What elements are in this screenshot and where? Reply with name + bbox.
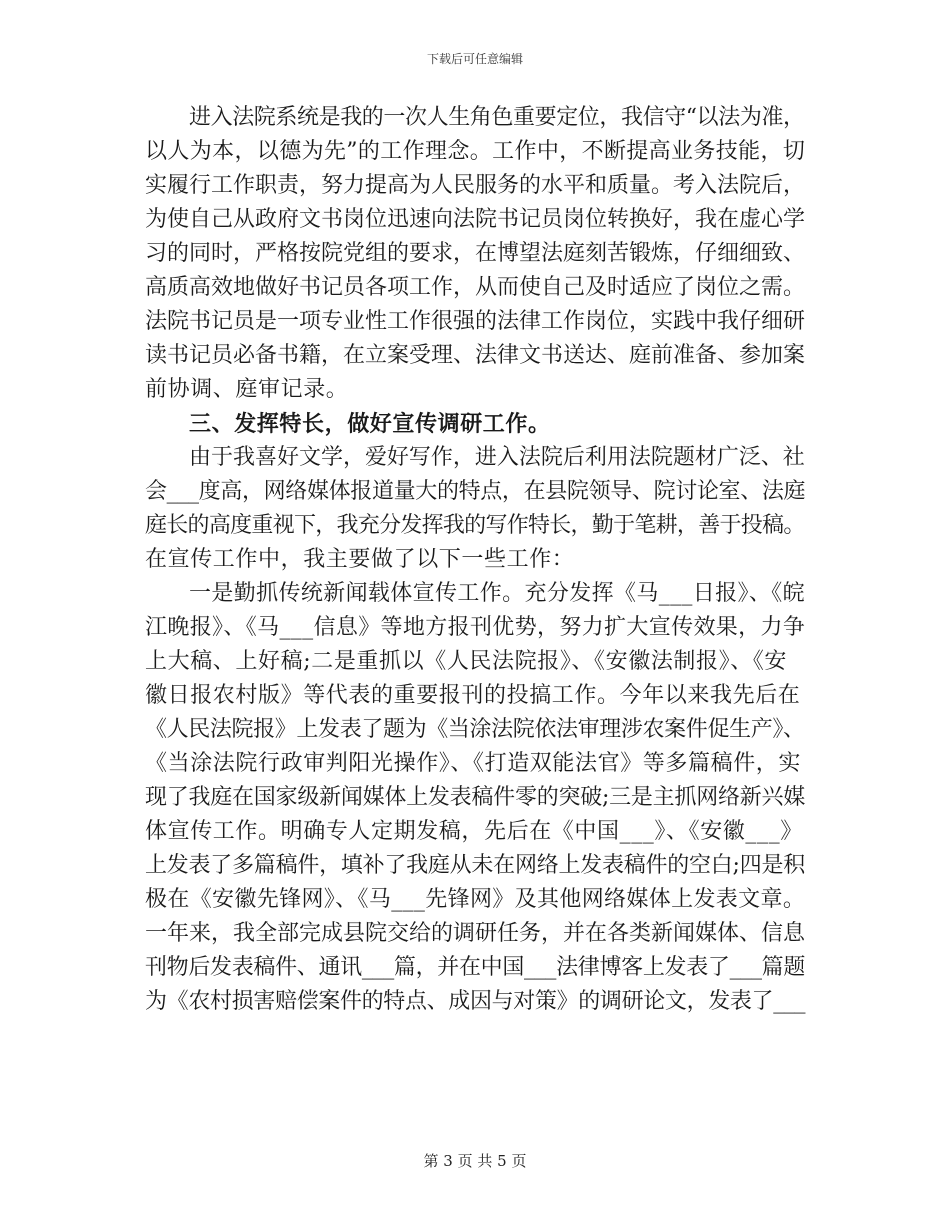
- section-heading: 三、发挥特长，做好宣传调研工作。: [189, 411, 551, 437]
- paragraph-line: 前协调、庭审记录。: [145, 377, 349, 402]
- paragraph-line: 高质高效地做好书记员各项工作，从而使自己及时适应了岗位之需。: [145, 275, 806, 300]
- paragraph-line: 以人为本，以德为先”的工作理念。工作中，不断提高业务技能，切: [145, 139, 806, 164]
- paragraph-line: 庭长的高度重视下，我充分发挥我的写作特长，勤于笔耕，善于投稿。: [145, 513, 805, 538]
- paragraph-line: 现了我庭在国家级新闻媒体上发表稿件零的突破;三是主抓网络新兴媒: [145, 785, 806, 810]
- paragraph-line: 《人民法院报》上发表了题为《当涂法院依法审理涉农案件促生产》、: [145, 717, 805, 742]
- paragraph-line: 为《农村损害赔偿案件的特点、成因与对策》的调研论文，发表了___: [145, 989, 806, 1014]
- paragraph-line: 江晚报》、《马___信息》等地方报刊优势，努力扩大宣传效果，力争: [145, 615, 806, 640]
- paragraph-line: 一年来，我全部完成县院交给的调研任务，并在各类新闻媒体、信息: [145, 921, 806, 946]
- paragraph-line: 由于我喜好文学，爱好写作，进入法院后利用法院题材广泛、社: [189, 445, 805, 470]
- paragraph-line: 会___度高，网络媒体报道量大的特点，在县院领导、院讨论室、法庭: [145, 479, 806, 504]
- page-footer: 第 3 页 共 5 页: [423, 1152, 527, 1170]
- paragraph-line: 体宣传工作。明确专人定期发稿，先后在《中国___》、《安徽___》: [145, 819, 803, 844]
- paragraph-line: 一是勤抓传统新闻载体宣传工作。充分发挥《马___日报》、《皖: [189, 581, 806, 606]
- paragraph-line: 上大稿、上好稿;二是重抓以《人民法院报》、《安徽法制报》、《安: [145, 649, 788, 674]
- paragraph-line: 进入法院系统是我的一次人生角色重要定位，我信守“以法为准，: [189, 105, 805, 130]
- paragraph-line: 极在《安徽先锋网》、《马___先锋网》及其他网络媒体上发表文章。: [145, 887, 806, 912]
- paragraph-line: 为使自己从政府文书岗位迅速向法院书记员岗位转换好，我在虚心学: [145, 207, 806, 232]
- paragraph-line: 法院书记员是一项专业性工作很强的法律工作岗位，实践中我仔细研: [145, 309, 806, 334]
- body-text: [145, 101, 805, 1019]
- paragraph-line: 徽日报农村版》等代表的重要报刊的投搞工作。今年以来我先后在: [145, 683, 801, 708]
- paragraph-line: 实履行工作职责，努力提高为人民服务的水平和质量。考入法院后，: [145, 173, 806, 198]
- paragraph-line: 习的同时，严格按院党组的要求，在博望法庭刻苦锻炼，仔细细致、: [145, 241, 806, 266]
- paragraph-line: 《当涂法院行政审判阳光操作》、《打造双能法官》等多篇稿件，实: [145, 751, 802, 776]
- paragraph-line: 上发表了多篇稿件，填补了我庭从未在网络上发表稿件的空白;四是积: [145, 853, 806, 878]
- paragraph-line: 刊物后发表稿件、通讯___篇，并在中国___法律博客上发表了___篇题: [145, 955, 806, 980]
- page-header: 下载后可任意编辑: [426, 52, 523, 66]
- paragraph-line: 读书记员必备书籍，在立案受理、法律文书送达、庭前准备、参加案: [145, 343, 806, 368]
- paragraph-line: 在宣传工作中，我主要做了以下一些工作：: [145, 547, 575, 572]
